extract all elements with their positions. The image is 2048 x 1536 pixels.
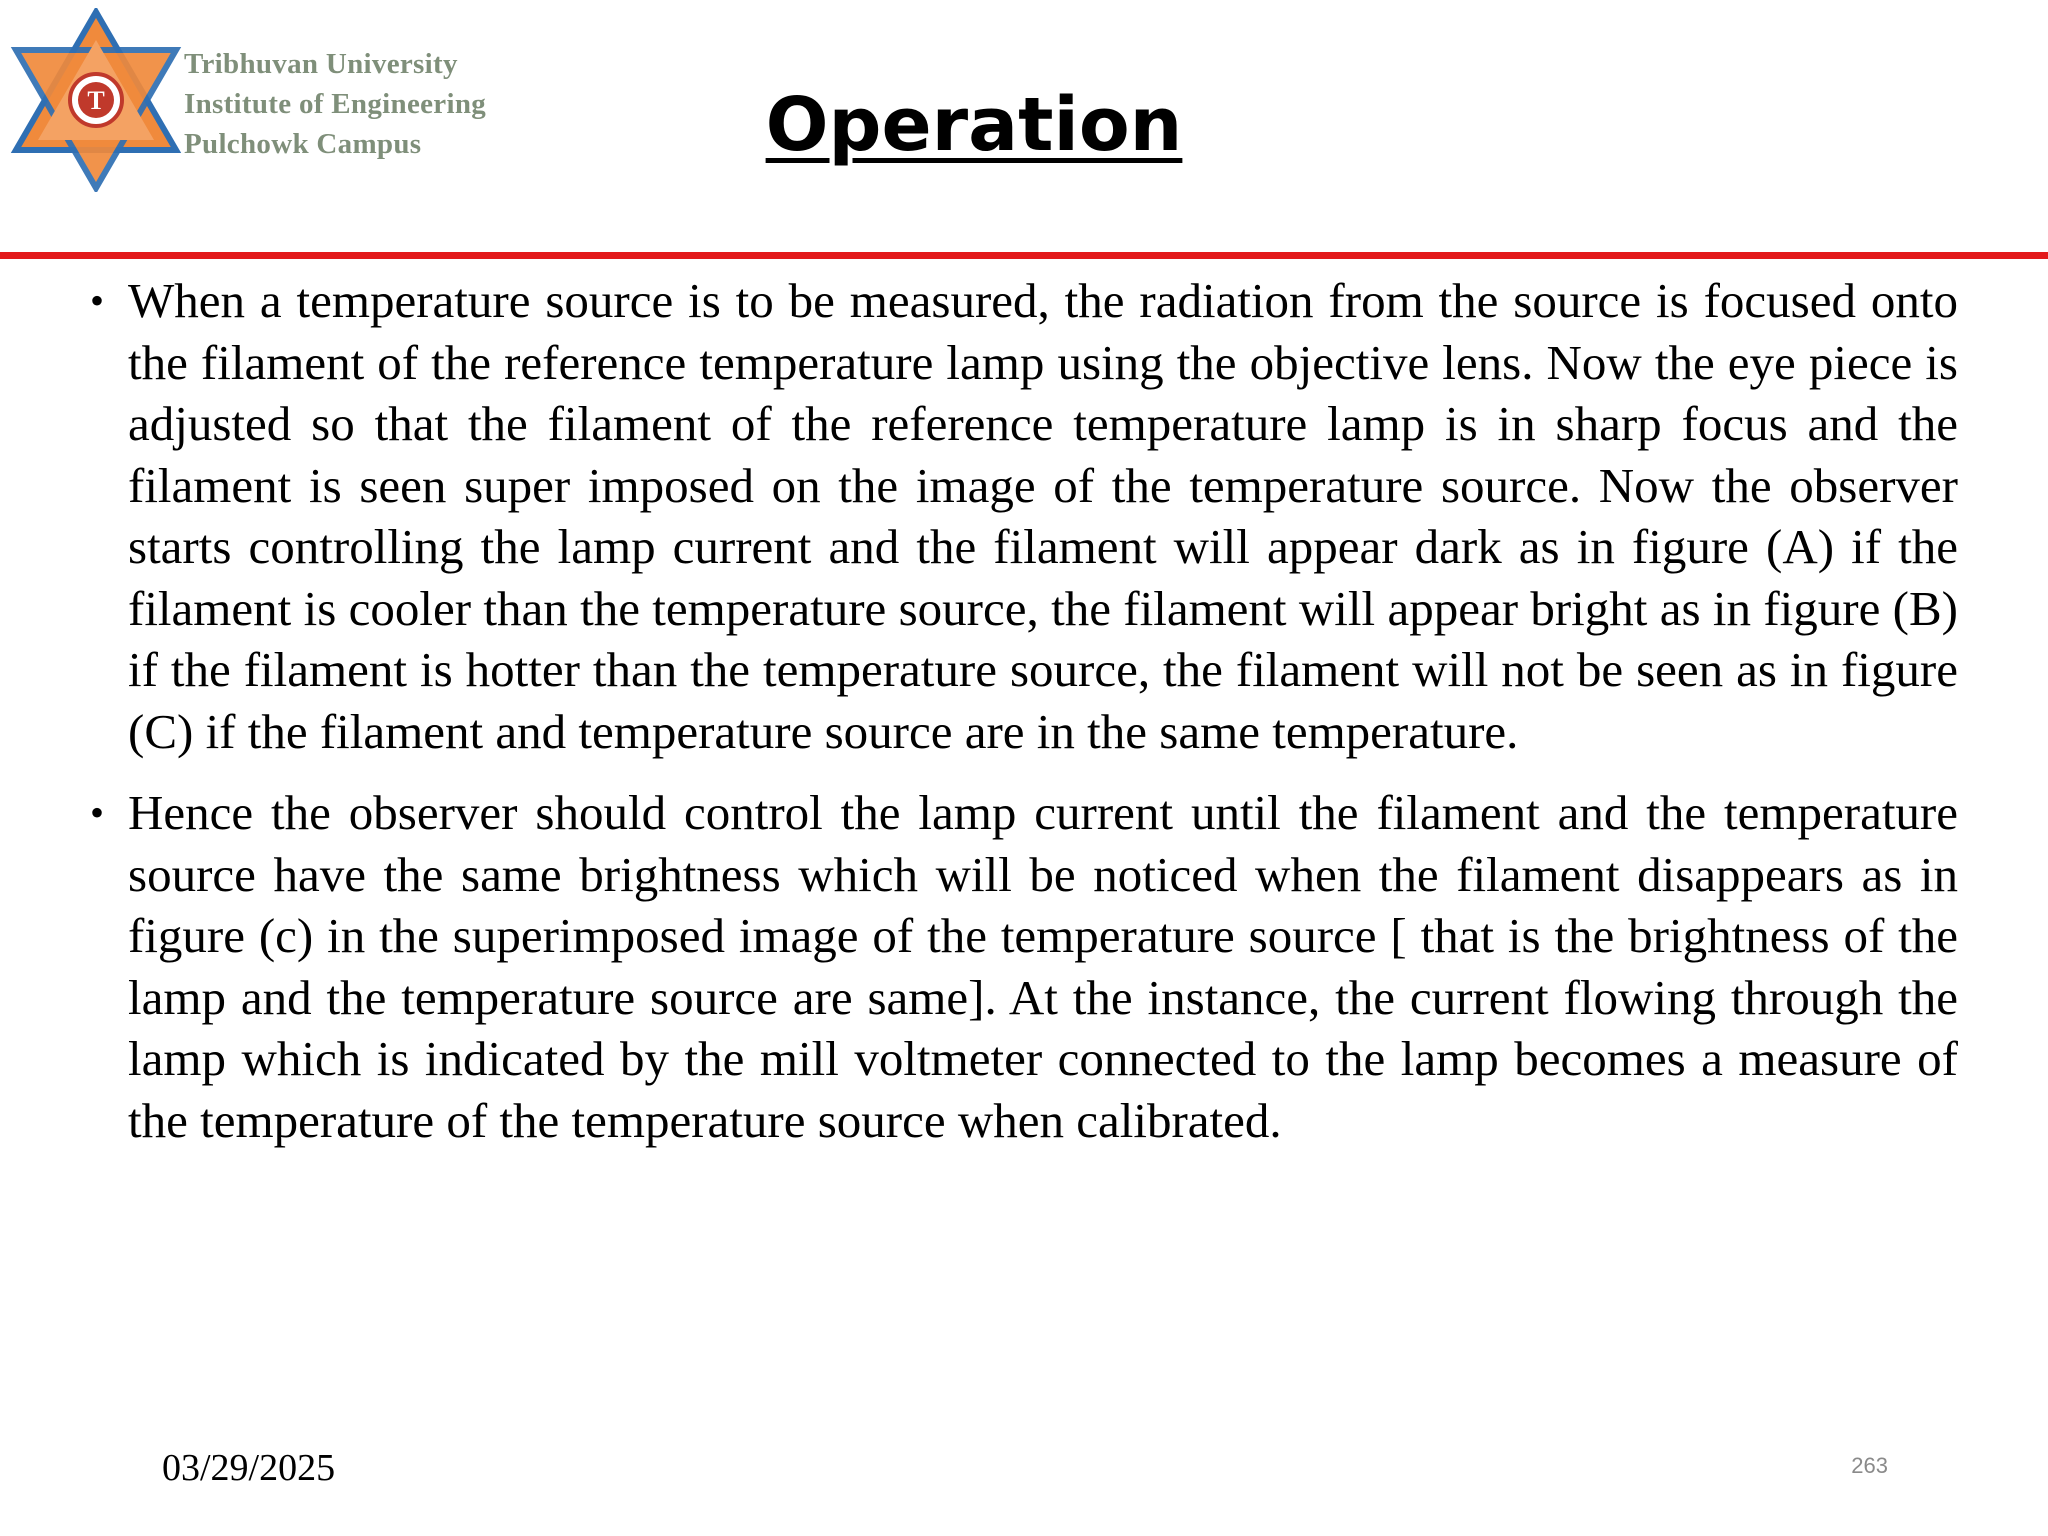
slide-title: Operation bbox=[765, 82, 1183, 168]
bullet-marker: • bbox=[90, 278, 105, 323]
bullet-list bbox=[90, 270, 1958, 1171]
page-number: 263 bbox=[1851, 1453, 1888, 1478]
logo-line-university: Tribhuvan University bbox=[184, 48, 458, 80]
emblem-letter: T bbox=[87, 86, 105, 115]
bullet-text: When a temperature source is to be measured, the radiation from the source is focused onto the filament of the reference temperature lamp using the objective lens. Now the eye piece is adjusted so that the filament of the reference temperature lamp is in sharp focus and the filament is seen super imposed on the image of the temperature source. Now the observer starts controlling the lamp current and the filament will appear dark as in figure (A) if the filament is cooler than the temperature source, the filament will appear bright as in figure (B) if the filament is hotter than the temperature source, the filament will not be seen as in figure (C) if the filament and temperature source are in the same temperature. bbox=[128, 273, 1958, 759]
bullet-item bbox=[90, 782, 1958, 1151]
bullet-marker: • bbox=[90, 790, 105, 835]
logo-line-institute: Institute of Engineering bbox=[184, 88, 487, 120]
bullet-item bbox=[90, 270, 1958, 762]
header-divider bbox=[0, 252, 2048, 259]
footer-date: 03/29/2025 bbox=[162, 1447, 336, 1489]
logo-line-campus: Pulchowk Campus bbox=[184, 128, 422, 160]
bullet-text: Hence the observer should control the lamp current until the filament and the temperature source have the same brightness which will be noticed when the filament disappears as in figure (c) in the superimposed image of the temperature source [ that is the brightness of the lamp and the temperature source are same]. At the instance, the current flowing through the lamp which is indicated by the mill voltmeter connected to the lamp becomes a measure of the temperature of the temperature source when calibrated. bbox=[128, 785, 1958, 1148]
